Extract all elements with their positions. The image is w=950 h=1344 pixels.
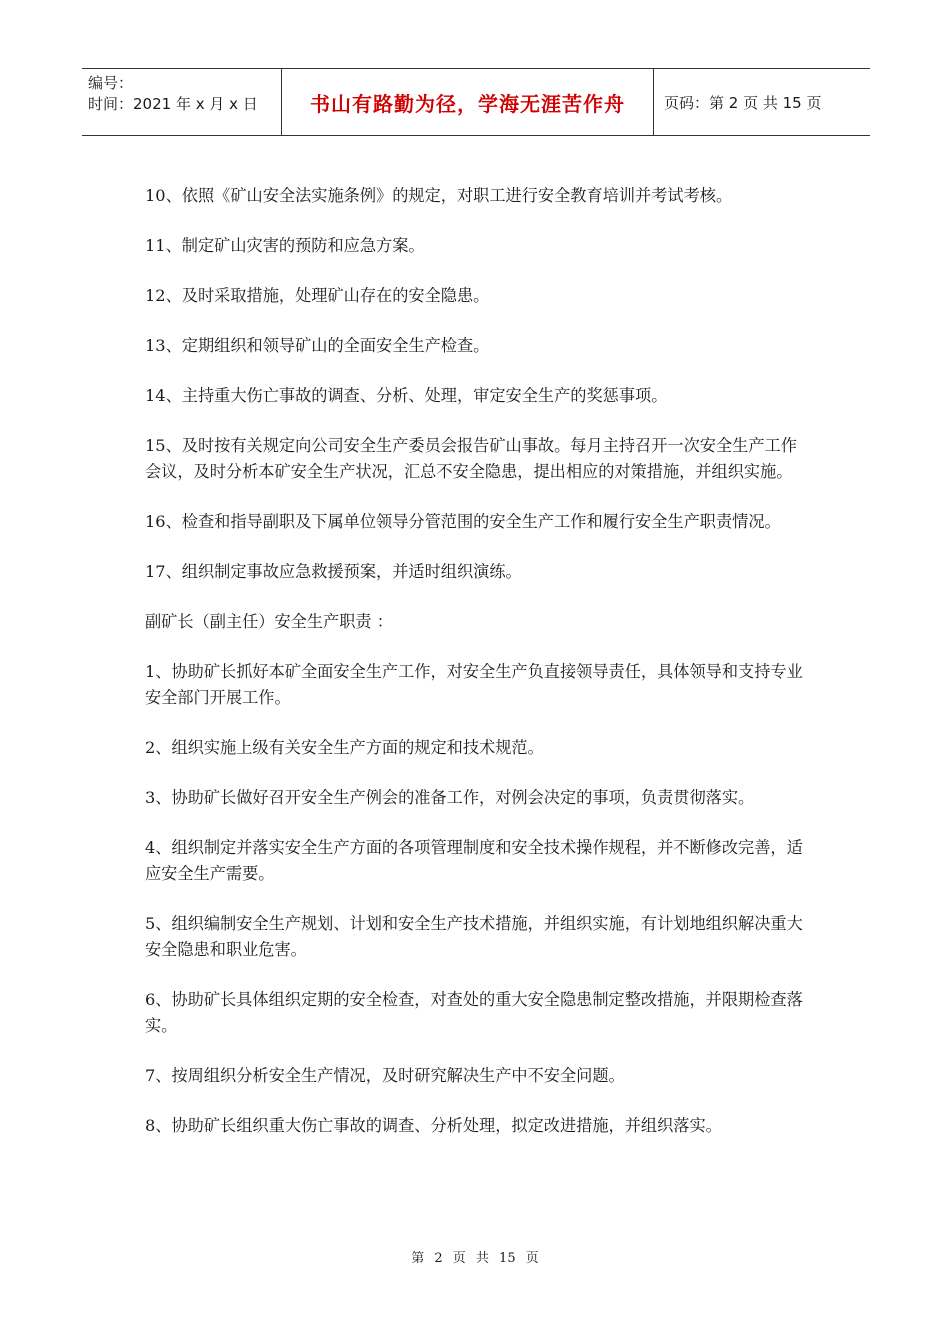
paragraph: 2、组织实施上级有关安全生产方面的规定和技术规范。: [145, 738, 544, 757]
paragraph: 5、组织编制安全生产规划、计划和安全生产技术措施，并组织实施，有计划地组织解决重大安全隐患和职业危害。: [145, 914, 803, 959]
paragraph: 8、协助矿长组织重大伤亡事故的调查、分析处理，拟定改进措施，并组织落实。: [145, 1116, 722, 1135]
section-heading: 副矿长（副主任）安全生产职责 ：: [145, 612, 393, 631]
document-number-label: 编号：: [88, 74, 134, 92]
page-footer: 第 2 页 共 15 页: [411, 1251, 539, 1266]
paragraph: 16、检查和指导副职及下属单位领导分管范围的安全生产工作和履行安全生产职责情况。: [145, 512, 781, 531]
paragraph: 10、依照《矿山安全法实施条例》的规定，对职工进行安全教育培训并考试考核。: [145, 186, 733, 205]
paragraph: 11、制定矿山灾害的预防和应急方案。: [145, 236, 425, 255]
paragraph: 17、组织制定事故应急救援预案，并适时组织演练。: [145, 562, 522, 581]
paragraph: 14、主持重大伤亡事故的调查、分析、处理，审定安全生产的奖惩事项。: [145, 386, 668, 405]
paragraph: 4、组织制定并落实安全生产方面的各项管理制度和安全技术操作规程，并不断修改完善，适应安全生产需要。: [145, 838, 803, 883]
paragraph: 3、协助矿长做好召开安全生产例会的准备工作，对例会决定的事项，负责贯彻落实。: [145, 788, 755, 807]
paragraph: 12、及时采取措施，处理矿山存在的安全隐患。: [145, 286, 490, 305]
paragraph: 6、协助矿长具体组织定期的安全检查，对查处的重大安全隐患制定整改措施，并限期检查落实。: [145, 990, 803, 1035]
paragraph: 7、按周组织分析安全生产情况，及时研究解决生产中不安全问题。: [145, 1066, 625, 1085]
header-page-info: 页码：第 2 页 共 15 页: [664, 93, 822, 112]
document-date: 时间：2021 年 x 月 x 日: [88, 95, 258, 113]
page-header: [82, 68, 870, 136]
header-motto: 书山有路勤为径，学海无涯苦作舟: [282, 69, 654, 135]
paragraph: 1、协助矿长抓好本矿全面安全生产工作，对安全生产负直接领导责任，具体领导和支持专业安全部门开展工作。: [145, 662, 803, 707]
document-body: [145, 183, 810, 1163]
header-meta: [82, 69, 282, 135]
paragraph: 15、及时按有关规定向公司安全生产委员会报告矿山事故。每月主持召开一次安全生产工作会议，及时分析本矿安全生产状况，汇总不安全隐患，提出相应的对策措施，并组织实施。: [145, 436, 797, 481]
paragraph: 13、定期组织和领导矿山的全面安全生产检查。: [145, 336, 490, 355]
